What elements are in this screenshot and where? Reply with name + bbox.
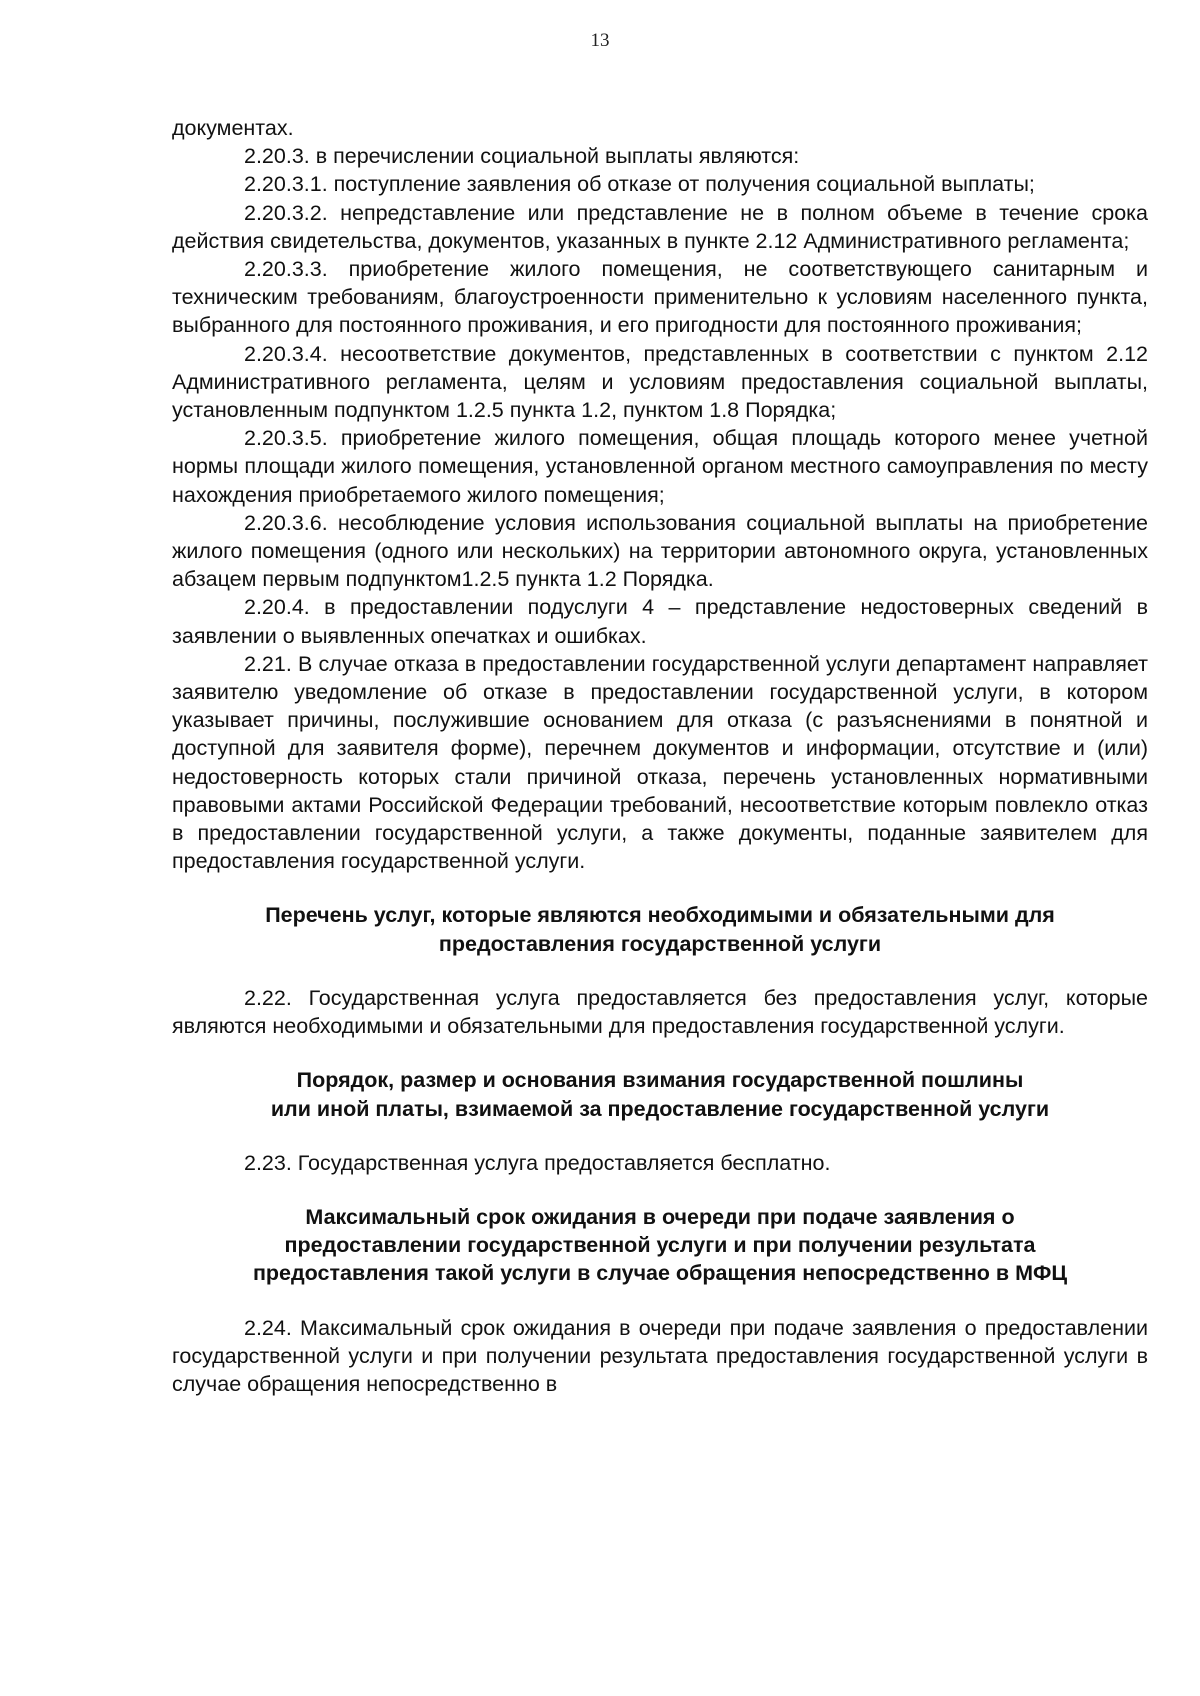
heading-line: предоставления такой услуги в случае обращения непосредственно в МФЦ: [252, 1261, 1068, 1286]
section-heading-required-services: [172, 901, 1148, 957]
spacer: [172, 958, 1148, 984]
paragraph-2-20-3-4: 2.20.3.4. несоответствие документов, представленных в соответствии с пунктом 2.12 Административного регламента, целям и условиям предоставления социальной выплаты, установленным подпунктом 1.2.5 пункта 1.2, пунктом 1.8 Порядка;: [172, 341, 1148, 423]
paragraph-2-22: 2.22. Государственная услуга предоставляется без предоставления услуг, которые являются необходимыми и обязательными для предоставления государственной услуги.: [172, 985, 1148, 1039]
spacer: [172, 1177, 1148, 1203]
paragraph-2-20-3-5: 2.20.3.5. приобретение жилого помещения, общая площадь которого менее учетной нормы площади жилого помещения, установленной органом местного самоуправления по месту нахождения приобретаемого жилого помещения;: [172, 426, 1148, 507]
section-heading-fee: [172, 1066, 1148, 1122]
heading-line: Максимальный срок ожидания в очереди при подаче заявления о: [305, 1204, 1015, 1229]
paragraph-2-20-3-1: 2.20.3.1. поступление заявления об отказе от получения социальной выплаты;: [244, 172, 1035, 197]
paragraph-2-20-3-3: 2.20.3.3. приобретение жилого помещения, не соответствующего санитарным и техническим требованиям, благоустроенности применительно к условиям населенного пункта, выбранного для постоянного проживания, и его пригодности для постоянного проживания;: [172, 257, 1148, 338]
paragraph-continuation: документах.: [172, 116, 294, 140]
heading-line: или иной платы, взимаемой за предоставление государственной услуги: [270, 1096, 1050, 1121]
heading-line: предоставления государственной услуги: [438, 931, 882, 956]
heading-line: Перечень услуг, которые являются необходимыми и обязательными для: [265, 903, 1055, 928]
paragraph-2-20-3-6: 2.20.3.6. несоблюдение условия использования социальной выплаты на приобретение жилого помещения (одного или нескольких) на территории автономного округа, установленных абзацем первым подпунктом1.2.5 пункта 1.2 Порядка.: [172, 510, 1148, 592]
heading-line: Порядок, размер и основания взимания государственной пошлины: [296, 1068, 1024, 1093]
spacer: [172, 1288, 1148, 1314]
heading-line: предоставлении государственной услуги и при получении результата: [284, 1233, 1036, 1258]
page-number: 13: [590, 30, 610, 51]
paragraph-2-21: 2.21. В случае отказа в предоставлении государственной услуги департамент направляет заявителю уведомление об отказе в предоставлении государственной услуги, в котором указывает причины, послужившие основанием для отказа (с разъяснениями в понятной и доступной для заявителя форме), перечнем документов и информации, отсутствие и (или) недостоверность которых стали причиной отказа, перечень установленных нормативными правовыми актами Российской Федерации требований, несоответствие которым повлекло отказ в предоставлении государственной услуги, а также документы, поданные заявителем для предоставления государственной услуги.: [172, 651, 1148, 874]
spacer: [172, 1040, 1148, 1066]
paragraph-2-23: 2.23. Государственная услуга предоставляется бесплатно.: [244, 1150, 831, 1175]
section-heading-queue-time: [172, 1203, 1148, 1288]
document-body: [172, 114, 1148, 1398]
paragraph-2-20-3: 2.20.3. в перечислении социальной выплаты являются:: [244, 144, 800, 169]
spacer: [172, 875, 1148, 901]
paragraph-2-24: 2.24. Максимальный срок ожидания в очереди при подаче заявления о предоставлении государственной услуги и при получении результата предоставления государственной услуги в случае обращения непосредственно в: [172, 1315, 1148, 1396]
spacer: [172, 1123, 1148, 1149]
paragraph-2-20-3-2: 2.20.3.2. непредставление или представление не в полном объеме в течение срока действия свидетельства, документов, указанных в пункте 2.12 Административного регламента;: [172, 200, 1148, 253]
paragraph-2-20-4: 2.20.4. в предоставлении подуслуги 4 – представление недостоверных сведений в заявлении о выявленных опечатках и ошибках.: [172, 595, 1148, 648]
